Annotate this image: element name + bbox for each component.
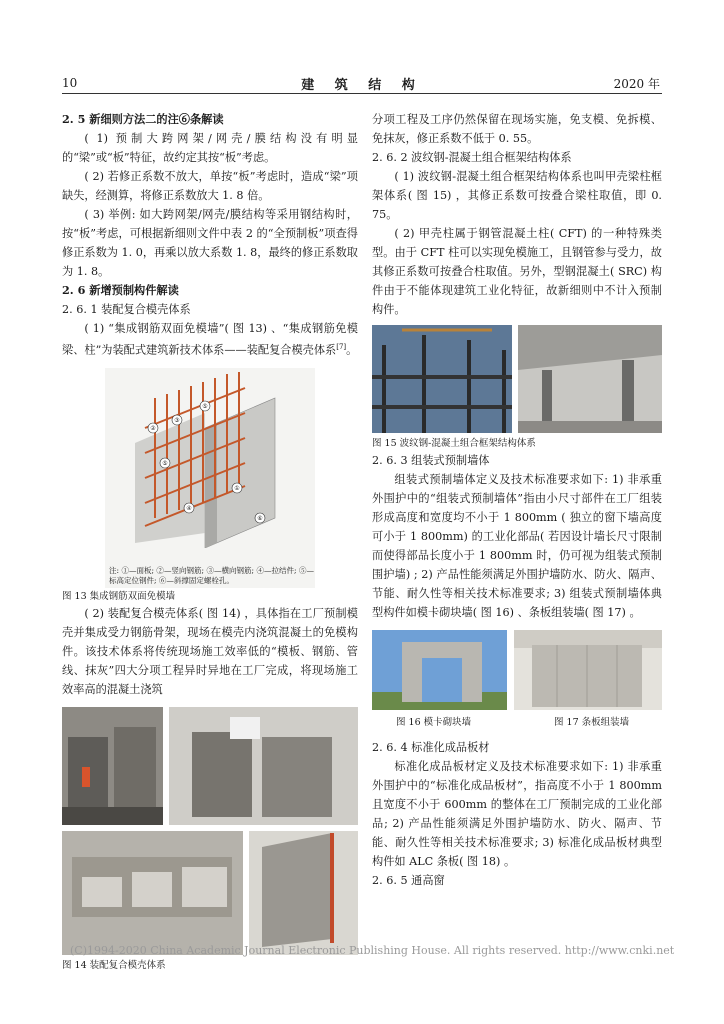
section-2-6-5-title: 2. 6. 5 通高窗 <box>372 874 445 887</box>
paragraph: ( 2) 装配复合模壳体系( 图 14) ，具体指在工厂预制模壳并集成受力钢筋骨架，现场在模壳内浇筑混凝土的免模构件。该技术体系将传统现场施工效率低的“模板、钢筋、管线、抹灰”四大分项工程异时异地在工厂完成，将现场施工效率高的混凝土浇筑 <box>62 606 358 696</box>
paragraph: ( 2) 甲壳柱属于钢管混凝土柱( CFT) 的一种特殊类型。由于 CFT 柱可以实现免模施工，且钢管参与受力，故其修正系数可按叠合柱取值。另外，型钢混凝土( SRC) 构件由于不能体现建筑工业化特征，故新细则中不计入预制构件。 <box>372 227 662 316</box>
reference-mark: [7] <box>336 343 347 351</box>
figure-14-photos <box>62 707 358 955</box>
year: 2020 年 <box>613 77 660 91</box>
section-2-5-title: 2. 5 新细则方法二的注⑥条解读 <box>62 112 224 126</box>
figure-13-note: 注: ①—面板; ②—竖向钢筋; ③—横向钢筋; ④—拉结件; ⑤—标高定位钢件; ⑥—斜撑固定螺栓孔。 <box>109 565 314 585</box>
figure-15-caption: 图 15 波纹钢-混凝土组合框架结构体系 <box>372 438 536 449</box>
paragraph-end: 。 <box>346 343 358 357</box>
copyright-footer: (C)1994-2020 China Academic Journal Electronic Publishing House. All rights reserved. http://www.cnki.net <box>70 944 675 957</box>
left-column <box>62 110 358 973</box>
page-number: 10 <box>62 76 78 90</box>
figure-16-caption: 图 16 模卡砌块墙 <box>396 717 472 728</box>
right-column <box>372 110 662 890</box>
journal-title: 建 筑 结 构 <box>301 78 423 93</box>
figure-15-photos <box>372 325 662 433</box>
paragraph: 分项工程及工序仍然保留在现场实施，免支模、免拆模、免抹灰，修正系数不低于 0. 55。 <box>372 113 662 145</box>
svg-text:①: ① <box>234 484 240 492</box>
paragraph: ( 1) 预制大跨网架/网壳/膜结构没有明显的“梁”或“板”特征，故约定其按“板”考虑。 <box>62 132 358 164</box>
svg-text:⑤: ⑤ <box>162 459 168 467</box>
figure-15 <box>372 325 662 433</box>
paragraph: 组装式预制墙体定义及技术标准要求如下: 1) 非承重外围护中的“组装式预制墙体”指由小尺寸部件在工厂组装形成高度和宽度均不小于 1 800mm ( 独立的窗下墙高度可小于 1 800mm) 的工业化部品( 若因设计墙长尺寸限制而使得部品长度小于 1 800mm 时，仍可视为组装式预制围护墙) ; 2) 产品性能须满足外围护墙防水、防火、隔声、节能、耐久性等相关技术标准要求; 3) 组装式预制墙体典型构件如模卡砌块墙( 图 16) 、条板组装墙( 图 17) 。 <box>372 473 662 619</box>
paragraph: ( 3) 举例: 如大跨网架/网壳/膜结构等采用钢结构时，按“板”考虑，可根据新细则文件中表 2 的“全预制板”项查得修正系数为 1. 0，再乘以放大系数 1. 8，最终的修正系数取为 1. 8。 <box>62 208 358 278</box>
figure-16-17-captions <box>372 714 662 732</box>
svg-text:⑥: ⑥ <box>257 514 263 522</box>
svg-text:④: ④ <box>186 504 192 512</box>
paragraph-text: ( 1) “集成钢筋双面免模墙”( 图 13) 、“集成钢筋免模梁、柱”为装配式建筑新技术体系——装配复合模壳体系 <box>62 322 358 357</box>
section-2-6-3-title: 2. 6. 3 组装式预制墙体 <box>372 454 490 467</box>
figure-14-caption: 图 14 装配复合模壳体系 <box>62 959 166 971</box>
section-2-6-4-title: 2. 6. 4 标准化成品板材 <box>372 741 490 754</box>
paragraph: ( 2) 若修正系数不放大，单按“板”考虑时，造成“梁”项缺失，经测算，将修正系数放大 1. 8 倍。 <box>62 170 358 202</box>
paragraph: ( 1) 波纹钢-混凝土组合框架结构体系也叫甲壳梁柱框架体系( 图 15) ，其修正系数可按叠合梁柱取值，即 0. 75。 <box>372 170 662 221</box>
svg-text:②: ② <box>150 424 156 432</box>
paragraph: 标准化成品板材定义及技术标准要求如下: 1) 非承重外围护中的“标准化成品板材”，指高度不小于 1 800mm 且宽度不小于 600mm 的整体在工厂预制完成的工业化部品; 2) 产品性能须满足外围护墙防水、防火、隔声、节能、耐久性等相关技术标准要求; 3) 标准化成品板材典型构件如 ALC 条板( 图 18) 。 <box>372 760 662 868</box>
rebar-wall-illustration <box>105 368 315 548</box>
figure-13-caption: 图 13 集成钢筋双面免模墙 <box>62 590 176 602</box>
figure-14 <box>62 707 358 955</box>
header-rule <box>62 93 662 94</box>
svg-text:⑤: ⑤ <box>202 402 208 410</box>
section-2-6-title: 2. 6 新增预制构件解读 <box>62 283 179 297</box>
figure-16-17-photos <box>372 630 662 710</box>
figure-16-17 <box>372 630 662 710</box>
paragraph <box>62 319 358 360</box>
svg-text:③: ③ <box>174 416 180 424</box>
figure-17-caption: 图 17 条板组装墙 <box>554 717 630 728</box>
section-2-6-2-title: 2. 6. 2 波纹钢-混凝土组合框架结构体系 <box>372 151 572 164</box>
section-2-6-1-title: 2. 6. 1 装配复合模壳体系 <box>62 303 191 316</box>
figure-13 <box>105 368 315 588</box>
